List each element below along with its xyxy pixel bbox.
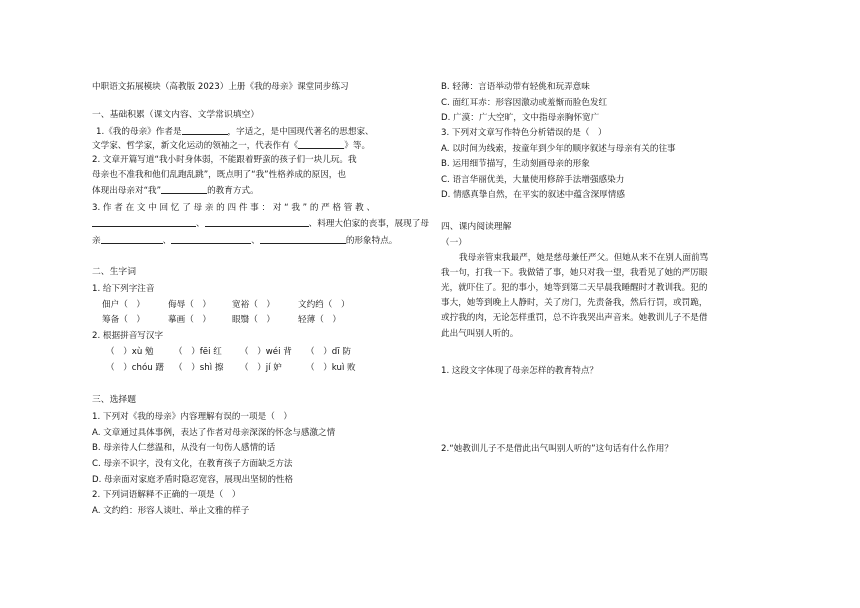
q3-option-c: C. 语言华丽优美，大量使用修辞手法增强感染力	[441, 175, 625, 185]
word-item: 摹画（ ）	[168, 315, 211, 325]
reading-q1: 1. 这段文字体现了母亲怎样的教育特点？	[441, 366, 599, 376]
section3-heading: 三、选择题	[92, 395, 136, 405]
q1-text-a: 1.《我的母亲》作者是	[96, 127, 182, 137]
section1-q1-line2	[92, 138, 370, 153]
section2-q2-title: 2. 根据拼音写汉字	[92, 331, 164, 341]
section1-q3-line3	[92, 233, 397, 248]
section3-q1: 1. 下列对《我的母亲》内容理解有误的一项是（ ）	[92, 412, 292, 422]
reading-q2: 2.“她教训儿子不是借此出气叫别人听的”这句话有什么作用？	[441, 444, 673, 454]
q1-text-d: 》等。	[344, 141, 371, 151]
q2-text-b: 的教育方式。	[207, 186, 259, 196]
q2-option-a: A. 文约绉：形容人谈吐、举止文雅的样子	[92, 506, 250, 516]
section3-q2: 2. 下列词语解释不正确的一项是（ ）	[92, 490, 241, 500]
answer-blank[interactable]	[92, 216, 196, 227]
answer-blank[interactable]	[260, 233, 346, 244]
section1-heading: 一、基础积累（课文内容、文学常识填空）	[92, 110, 260, 120]
answer-blank[interactable]	[298, 138, 344, 149]
passage-line: 或拧我的肉，无论怎样重罚，总不许我哭出声音来。她教训儿子不是借	[441, 313, 708, 323]
q3-option-a: A. 以时间为线索，按童年到少年的顺序叙述与母亲有关的往事	[441, 144, 676, 154]
word-item: （ ）chóu 躇	[106, 363, 164, 373]
section4-sub: （一）	[441, 238, 467, 248]
word-item: （ ）kuì 败	[306, 363, 356, 373]
q2-option-b: B. 轻薄：言语举动带有轻佻和玩弄意味	[441, 82, 590, 92]
q1-text-c: 文学家、哲学家，新文化运动的领袖之一，代表作有《	[92, 141, 299, 151]
section1-q3-line1: 3. 作 者 在 文 中 回 忆 了 母 亲 的 四 件 事 ： 对 “ 我 ” 的 严 格 管 教 、	[92, 203, 376, 213]
section1-q2-line1: 2. 文章开篇写道“我小时身体弱，不能跟着野蛮的孩子们一块儿玩。我	[92, 155, 357, 165]
q2-option-c: C. 面红耳赤：形容因激动或羞惭而脸色发红	[441, 98, 608, 108]
q3-sep3: 、	[251, 236, 260, 246]
word-item: 筹备（ ）	[102, 315, 145, 325]
q2-option-d: D. 广漠：广大空旷，文中指母亲胸怀宽广	[441, 113, 600, 123]
q3-sep1: 、	[196, 219, 205, 229]
q3-text-d: 的形象特点。	[345, 236, 398, 246]
word-item: （ ）jí 妒	[240, 363, 282, 373]
answer-blank[interactable]	[182, 124, 228, 135]
section3-q3: 3. 下列对文章写作特色分析错误的是（ ）	[441, 128, 607, 138]
answer-blank[interactable]	[205, 216, 309, 227]
q1-option-b: B. 母亲待人仁慈温和，从没有一句伤人感情的话	[92, 443, 276, 453]
q2-text-a: 体现出母亲对“我”	[92, 186, 162, 196]
answer-blank[interactable]	[161, 183, 207, 194]
passage-line: 光，就吓住了。犯的事小，她等到第二天早晨我睡醒时才教训我。犯的	[441, 283, 708, 293]
answer-blank[interactable]	[171, 233, 251, 244]
passage-line: 此出气叫别人听的。	[441, 329, 519, 339]
section1-q1-line1	[96, 124, 374, 139]
q3-text-c: 亲	[92, 236, 101, 246]
word-item: （ ）xù 勉	[106, 347, 154, 357]
word-item: 文约绉（ ）	[298, 300, 350, 310]
section2-heading: 二、生字词	[92, 267, 136, 277]
section1-q3-line2	[92, 216, 429, 231]
word-item: 宽裕（ ）	[232, 300, 275, 310]
q1-option-a: A. 文章通过具体事例，表达了作者对母亲深深的怀念与感激之情	[92, 428, 336, 438]
passage-line: 我一句，打我一下。我做错了事，她只对我一望，我看见了她的严厉眼	[441, 268, 708, 278]
word-item: 眼翳（ ）	[232, 315, 275, 325]
section1-q2-line2: 母亲也不准我和他们乱跑乱跳”，既点明了“我”性格养成的原因，也	[92, 170, 346, 180]
section1-q2-line3	[92, 183, 259, 198]
q1-option-d: D. 母亲面对家庭矛盾时隐忍宽容，展现出坚韧的性格	[92, 475, 294, 485]
word-item: （ ）dī 防	[306, 347, 351, 357]
word-item: （ ）shì 擦	[174, 363, 224, 373]
section2-q1-title: 1. 给下列字注音	[92, 284, 155, 294]
word-item: 侮辱（ ）	[168, 300, 211, 310]
section4-heading: 四、课内阅读理解	[441, 222, 512, 232]
q3-option-b: B. 运用细节描写，生动刻画母亲的形象	[441, 159, 590, 169]
answer-blank[interactable]	[101, 233, 163, 244]
passage-line: 事大，她等到晚上人静时，关了房门，先责备我，然后行罚，或罚跪，	[441, 298, 708, 308]
q3-text-b: 、料理大伯家的丧事，展现了母	[308, 219, 429, 229]
document-title: 中职语文拓展模块（高教版 2023）上册《我的母亲》课堂同步练习	[92, 82, 349, 92]
passage-line: 我母亲管束我最严，她是慈母兼任严父。但她从来不在别人面前骂	[459, 253, 709, 263]
word-item: （ ）wéi 背	[240, 347, 292, 357]
q3-option-d: D. 情感真挚自然，在平实的叙述中蕴含深厚情感	[441, 190, 625, 200]
q1-option-c: C. 母亲不识字，没有文化，在教育孩子方面缺乏方法	[92, 459, 293, 469]
q1-text-b: ，字适之，是中国现代著名的思想家、	[227, 127, 374, 137]
q3-sep2: 、	[162, 236, 172, 246]
word-item: （ ）fēi 红	[174, 347, 222, 357]
word-item: 轻薄（ ）	[298, 315, 341, 325]
word-item: 佃户（ ）	[102, 300, 145, 310]
